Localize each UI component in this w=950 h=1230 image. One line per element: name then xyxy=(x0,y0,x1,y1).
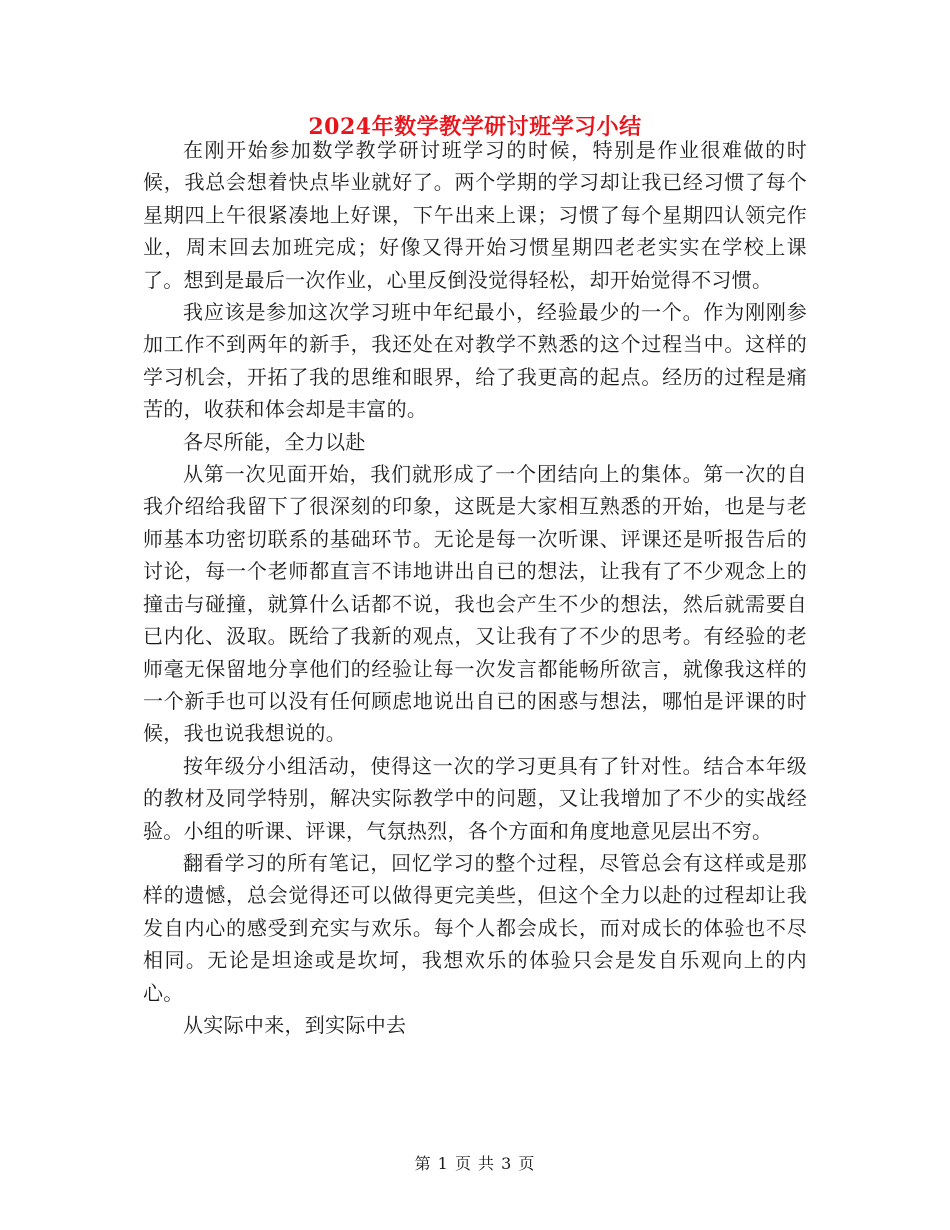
paragraph: 在刚开始参加数学教学研讨班学习的时候，特别是作业很难做的时候，我总会想着快点毕业就好了。两个学期的学习却让我已经习惯了每个星期四上午很紧凑地上好课，下午出来上课；习惯了每个星期四认领完作业，周末回去加班完成；好像又得开始习惯星期四老老实实在学校上课了。想到是最后一次作业，心里反倒没觉得轻松，却开始觉得不习惯。 xyxy=(143,138,807,292)
section-heading: 各尽所能，全力以赴 xyxy=(183,429,366,454)
paragraph: 按年级分小组活动，使得这一次的学习更具有了针对性。结合本年级的教材及同学特别，解决实际教学中的问题，又让我增加了不少的实战经验。小组的听课、评课，气氛热烈，各个方面和角度地意见层出不穷。 xyxy=(143,753,807,843)
page-number: 第 1 页 共 3 页 xyxy=(414,1154,536,1173)
paragraph: 从第一次见面开始，我们就形成了一个团结向上的集体。第一次的自我介绍给我留下了很深刻的印象，这既是大家相互熟悉的开始，也是与老师基本功密切联系的基础环节。无论是每一次听课、评课还是听报告后的讨论，每一个老师都直言不讳地讲出自已的想法，让我有了不少观念上的撞击与碰撞，就算什么话都不说，我也会产生不少的想法，然后就需要自已内化、汲取。既给了我新的观点，又让我有了不少的思考。有经验的老师毫无保留地分享他们的经验让每一次发言都能畅所欲言，就像我这样的一个新手也可以没有任何顾虑地说出自已的困惑与想法，哪怕是评课的时候，我也说我想说的。 xyxy=(143,462,807,746)
paragraph: 翻看学习的所有笔记，回忆学习的整个过程，尽管总会有这样或是那样的遗憾，总会觉得还可以做得更完美些，但这个全力以赴的过程却让我发自内心的感受到充实与欢乐。每个人都会成长，而对成长的体验也不尽相同。无论是坦途或是坎坷，我想欢乐的体验只会是发自乐观向上的内心。 xyxy=(143,850,807,1005)
paragraph: 我应该是参加这次学习班中年纪最小，经验最少的一个。作为刚刚参加工作不到两年的新手，我还处在对教学不熟悉的这个过程当中。这样的学习机会，开拓了我的思维和眼界，给了我更高的起点。经历的过程是痛苦的，收获和体会却是丰富的。 xyxy=(143,300,807,422)
section-heading: 从实际中来，到实际中去 xyxy=(183,1012,407,1037)
document-title: 2024年数学教学研讨班学习小结 xyxy=(308,114,642,140)
document-body xyxy=(143,134,807,1041)
